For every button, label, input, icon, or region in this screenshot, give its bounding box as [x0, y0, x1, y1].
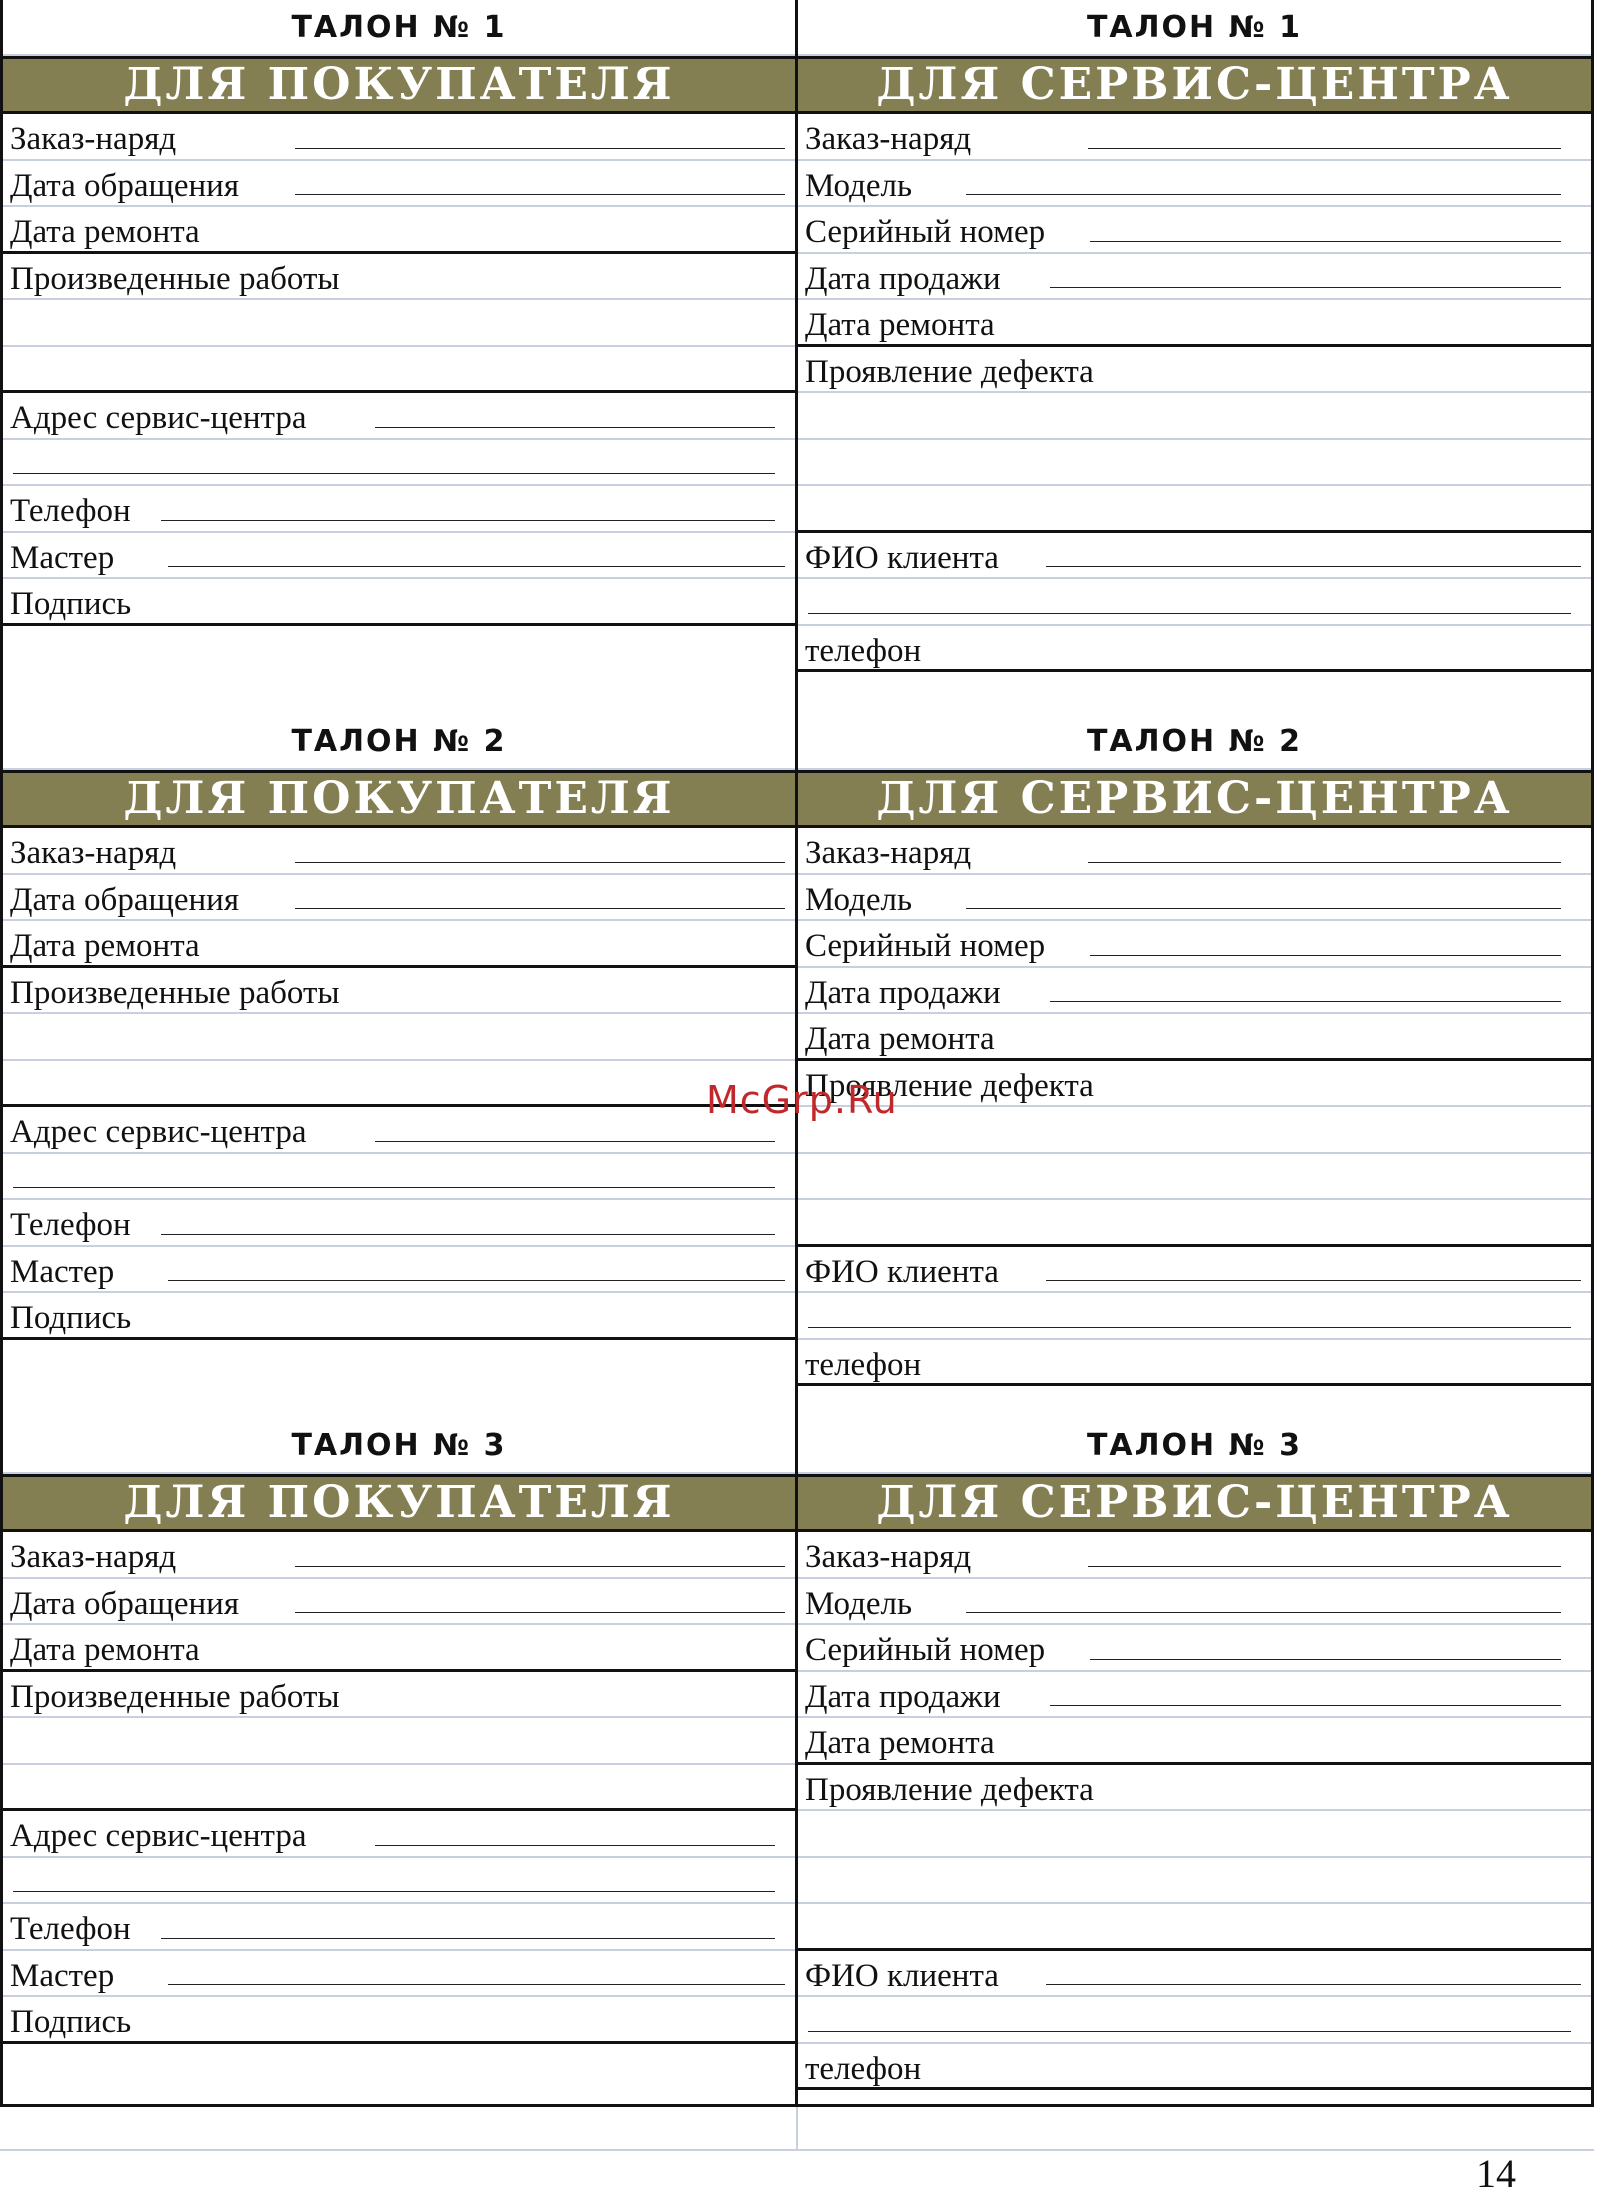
fill-in-line[interactable] — [1090, 241, 1561, 242]
fill-in-line[interactable] — [375, 1845, 775, 1846]
field-label: Дата ремонта — [805, 1725, 995, 1761]
form-field-row[interactable] — [3, 1200, 795, 1247]
field-label: Проявление дефекта — [805, 1771, 1094, 1808]
field-label: Проявление дефекта — [805, 353, 1094, 390]
form-field-row[interactable] — [798, 1672, 1591, 1719]
form-field-row[interactable] — [798, 114, 1591, 161]
blank-row — [3, 1718, 795, 1765]
form-field-row[interactable] — [798, 2044, 1591, 2091]
fill-in-line[interactable] — [295, 908, 785, 909]
field-label: Модель — [805, 1585, 913, 1622]
form-field-row[interactable] — [3, 1579, 795, 1626]
blank-row — [3, 347, 795, 394]
form-field-row[interactable] — [798, 968, 1591, 1015]
field-label: Дата ремонта — [10, 214, 200, 250]
blank-row — [3, 300, 795, 347]
fill-in-line[interactable] — [1050, 287, 1561, 288]
service-center-column — [798, 0, 1594, 2107]
for-service-center-band: ДЛЯ СЕРВИС-ЦЕНТРА — [798, 56, 1591, 114]
form-field-row[interactable] — [798, 1765, 1591, 1812]
field-label: Адрес сервис-центра — [10, 1114, 307, 1150]
form-field-row[interactable] — [798, 347, 1591, 394]
blank-row[interactable] — [3, 440, 795, 487]
fill-in-line[interactable] — [1088, 1566, 1561, 1567]
blank-row[interactable] — [3, 1154, 795, 1201]
fill-in-line[interactable] — [161, 520, 775, 521]
field-label: Телефон — [10, 1911, 131, 1947]
fill-in-line[interactable] — [966, 194, 1561, 195]
form-field-row[interactable] — [3, 1811, 795, 1858]
fill-in-line[interactable] — [13, 1187, 775, 1188]
fill-in-line[interactable] — [1088, 148, 1561, 149]
field-label: Модель — [805, 167, 913, 204]
fill-in-line[interactable] — [1046, 1984, 1581, 1985]
field-label: Заказ-наряд — [805, 1539, 972, 1575]
customer-column — [0, 0, 798, 2107]
blank-row — [3, 1061, 795, 1108]
fill-in-line[interactable] — [295, 148, 785, 149]
field-label: Дата продажи — [805, 974, 1001, 1011]
fill-in-line[interactable] — [161, 1938, 775, 1939]
form-field-row[interactable] — [798, 1340, 1591, 1387]
field-label: Дата обращения — [10, 1585, 240, 1622]
blank-row[interactable] — [798, 1997, 1591, 2044]
form-field-row[interactable] — [798, 1951, 1591, 1998]
talon-title: ТАЛОН № 1 — [3, 0, 795, 56]
form-field-row[interactable] — [3, 161, 795, 208]
field-label: Произведенные работы — [10, 1678, 340, 1715]
field-label: Произведенные работы — [10, 974, 340, 1011]
form-field-row[interactable] — [3, 1672, 795, 1719]
form-field-row[interactable] — [798, 921, 1591, 968]
blank-row — [0, 2107, 798, 2151]
fill-in-line[interactable] — [808, 2031, 1571, 2032]
field-label: Заказ-наряд — [10, 835, 177, 871]
field-label: Дата ремонта — [805, 307, 995, 343]
fill-in-line[interactable] — [13, 473, 775, 474]
form-field-row[interactable] — [3, 1951, 795, 1998]
field-label: Серийный номер — [805, 1632, 1046, 1668]
fill-in-line[interactable] — [808, 1327, 1571, 1328]
form-field-row[interactable] — [3, 875, 795, 922]
form-field-row[interactable] — [3, 579, 795, 626]
fill-in-line[interactable] — [295, 862, 785, 863]
fill-in-line[interactable] — [1090, 955, 1561, 956]
fill-in-line[interactable] — [1050, 1001, 1561, 1002]
form-field-row[interactable] — [3, 254, 795, 301]
field-label: телефон — [805, 2050, 922, 2087]
form-field-row[interactable] — [798, 875, 1591, 922]
fill-in-line[interactable] — [161, 1234, 775, 1235]
fill-in-line[interactable] — [375, 427, 775, 428]
fill-in-line[interactable] — [966, 908, 1561, 909]
field-label: Заказ-наряд — [805, 121, 972, 157]
field-label: телефон — [805, 632, 922, 669]
field-label: Серийный номер — [805, 928, 1046, 964]
field-label: Проявление дефекта — [805, 1067, 1094, 1104]
blank-row — [798, 1904, 1591, 1951]
form-field-row[interactable] — [3, 114, 795, 161]
for-service-center-band: ДЛЯ СЕРВИС-ЦЕНТРА — [798, 770, 1591, 828]
blank-row — [798, 1858, 1591, 1905]
form-field-row[interactable] — [798, 1247, 1591, 1294]
blank-row — [798, 486, 1591, 533]
form-field-row[interactable] — [3, 207, 795, 254]
blank-row — [798, 393, 1591, 440]
blank-row[interactable] — [3, 1858, 795, 1905]
form-field-row[interactable] — [3, 1107, 795, 1154]
field-label: Дата обращения — [10, 881, 240, 918]
for-customer-band: ДЛЯ ПОКУПАТЕЛЯ — [3, 770, 795, 828]
watermark-text: McGrp.Ru — [706, 1078, 898, 1122]
fill-in-line[interactable] — [1088, 862, 1561, 863]
talon-title: ТАЛОН № 1 — [798, 0, 1591, 56]
form-field-row[interactable] — [3, 1532, 795, 1579]
field-label: Серийный номер — [805, 214, 1046, 250]
blank-row — [798, 1200, 1591, 1247]
form-field-row[interactable] — [3, 1247, 795, 1294]
fill-in-line[interactable] — [168, 1280, 785, 1281]
form-field-row[interactable] — [798, 1061, 1591, 1108]
field-label: Дата обращения — [10, 167, 240, 204]
field-label: Заказ-наряд — [805, 835, 972, 871]
field-label: Мастер — [10, 1253, 115, 1290]
field-label: Адрес сервис-центра — [10, 1818, 307, 1854]
form-field-row[interactable] — [3, 968, 795, 1015]
field-label: Подпись — [10, 586, 132, 622]
fill-in-line[interactable] — [295, 1566, 785, 1567]
blank-row — [3, 1014, 795, 1061]
field-label: Телефон — [10, 1207, 131, 1243]
blank-row[interactable] — [798, 579, 1591, 626]
form-field-row[interactable] — [798, 533, 1591, 580]
blank-row — [798, 1811, 1591, 1858]
talon-title: ТАЛОН № 3 — [3, 1418, 795, 1474]
form-field-row[interactable] — [3, 1293, 795, 1340]
fill-in-line[interactable] — [13, 1891, 775, 1892]
form-field-row[interactable] — [3, 393, 795, 440]
field-label: Телефон — [10, 493, 131, 529]
form-field-row[interactable] — [798, 1718, 1591, 1765]
field-label: Заказ-наряд — [10, 121, 177, 157]
fill-in-line[interactable] — [1046, 566, 1581, 567]
field-label: Подпись — [10, 2004, 132, 2040]
fill-in-line[interactable] — [168, 1984, 785, 1985]
for-customer-band: ДЛЯ ПОКУПАТЕЛЯ — [3, 1474, 795, 1532]
for-customer-band: ДЛЯ ПОКУПАТЕЛЯ — [3, 56, 795, 114]
field-label: Мастер — [10, 539, 115, 576]
field-label: Дата продажи — [805, 1678, 1001, 1715]
form-field-row[interactable] — [3, 921, 795, 968]
form-field-row[interactable] — [798, 161, 1591, 208]
form-field-row[interactable] — [3, 486, 795, 533]
form-field-row[interactable] — [3, 828, 795, 875]
field-label: ФИО клиента — [805, 539, 999, 576]
field-label: Дата ремонта — [10, 928, 200, 964]
form-field-row[interactable] — [798, 1532, 1591, 1579]
field-label: телефон — [805, 1346, 922, 1383]
blank-row — [798, 2107, 1594, 2151]
fill-in-line[interactable] — [1050, 1705, 1561, 1706]
fill-in-line[interactable] — [375, 1141, 775, 1142]
fill-in-line[interactable] — [295, 194, 785, 195]
field-label: Подпись — [10, 1300, 132, 1336]
blank-row — [798, 440, 1591, 487]
field-label: Дата ремонта — [805, 1021, 995, 1057]
form-field-row[interactable] — [3, 533, 795, 580]
form-field-row[interactable] — [798, 626, 1591, 673]
blank-row — [3, 1765, 795, 1812]
form-field-row[interactable] — [798, 1579, 1591, 1626]
form-field-row[interactable] — [798, 300, 1591, 347]
field-label: Модель — [805, 881, 913, 918]
field-label: Произведенные работы — [10, 260, 340, 297]
field-label: Мастер — [10, 1957, 115, 1994]
field-label: ФИО клиента — [805, 1957, 999, 1994]
fill-in-line[interactable] — [966, 1612, 1561, 1613]
form-field-row[interactable] — [798, 207, 1591, 254]
talon-title: ТАЛОН № 3 — [798, 1418, 1591, 1474]
fill-in-line[interactable] — [168, 566, 785, 567]
blank-row — [798, 1154, 1591, 1201]
blank-row — [798, 1107, 1591, 1154]
fill-in-line[interactable] — [1046, 1280, 1581, 1281]
form-field-row[interactable] — [3, 1904, 795, 1951]
form-field-row[interactable] — [3, 1997, 795, 2044]
form-field-row[interactable] — [798, 1625, 1591, 1672]
form-field-row[interactable] — [798, 254, 1591, 301]
field-label: Заказ-наряд — [10, 1539, 177, 1575]
talon-title: ТАЛОН № 2 — [798, 714, 1591, 770]
blank-row[interactable] — [798, 1293, 1591, 1340]
field-label: Дата продажи — [805, 260, 1001, 297]
talon-title: ТАЛОН № 2 — [3, 714, 795, 770]
fill-in-line[interactable] — [1090, 1659, 1561, 1660]
form-field-row[interactable] — [798, 828, 1591, 875]
field-label: Адрес сервис-центра — [10, 400, 307, 436]
for-service-center-band: ДЛЯ СЕРВИС-ЦЕНТРА — [798, 1474, 1591, 1532]
page-number: 14 — [1476, 2151, 1516, 2196]
field-label: Дата ремонта — [10, 1632, 200, 1668]
field-label: ФИО клиента — [805, 1253, 999, 1290]
form-field-row[interactable] — [798, 1014, 1591, 1061]
fill-in-line[interactable] — [808, 613, 1571, 614]
fill-in-line[interactable] — [295, 1612, 785, 1613]
form-field-row[interactable] — [3, 1625, 795, 1672]
bottom-divider — [0, 2104, 1594, 2107]
